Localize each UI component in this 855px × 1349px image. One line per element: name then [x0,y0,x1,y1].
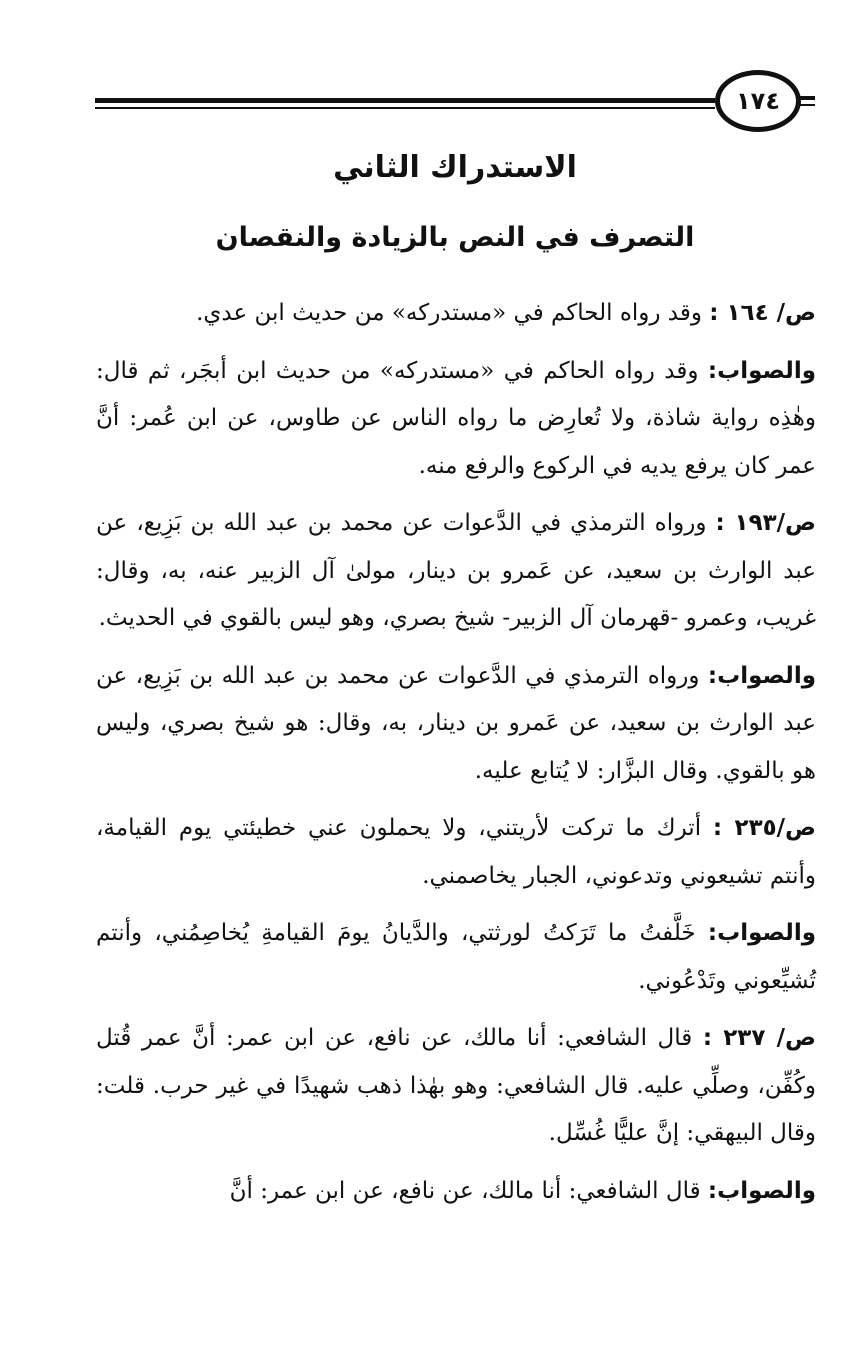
paragraph [96,805,816,900]
paragraph-text: قال الشافعي: أنا مالك، عن نافع، عن ابن عمر: أنَّ عمر قُتل وكُفِّن، وصلِّي عليه. قال الشافعي: وهو بهٰذا ذهب شهيدًا في غير حرب. قلت: وقال البيهقي: إنَّ عليًّا غُسِّل. [96,1025,816,1146]
paragraph-lead: والصواب: [707,357,816,384]
paragraph-lead: والصواب: [707,662,816,689]
header-rule-thin [95,107,715,109]
paragraph [96,348,816,491]
paragraph [96,290,816,338]
paragraph-lead: ص/١٩٣ : [715,510,816,536]
paragraph-text: قال الشافعي: أنا مالك، عن نافع، عن ابن عمر: أنَّ [229,1177,708,1204]
paragraph-text: أترك ما تركت لأريتني، ولا يحملون عني خطيئتي يوم القيامة، وأنتم تشيعوني وتدعوني، الجبار يخاصمني. [96,815,816,889]
paragraph-text: وقد رواه الحاكم في «مستدركه» من حديث ابن أبجَر، ثم قال: وهٰذِه رواية شاذة، ولا تُعارِض ما رواه الناس عن طاوس، عن ابن عُمر: أنَّ عمر كان يرفع يديه في الركوع والرفع منه. [96,357,816,479]
paragraph-text: خَلَّفتُ ما تَرَكتُ لورثتي، والدَّيانُ يومَ القيامةِ يُخاصِمُني، وأنتم تُشيِّعوني وتَدْعُوني. [96,920,816,994]
paragraph-lead: ص/٢٣٥ : [712,815,816,841]
paragraph [96,500,816,643]
paragraph-text: ورواه الترمذي في الدَّعوات عن محمد بن عبد الله بن بَزِيع، عن عبد الوارث بن سعيد، عن عَمرو بن دينار، به، وقال: هو شيخ بصري، وليس هو بالقوي. وقال البزَّار: لا يُتابع عليه. [96,662,816,784]
header-rule [95,98,715,103]
paragraph-text: وقد رواه الحاكم في «مستدركه» من حديث ابن عدي. [196,300,710,326]
section-subtitle: التصرف في النص بالزيادة والنقصان [215,222,695,253]
body-text [96,290,816,1225]
page-number: ١٧٤ [715,70,801,132]
paragraph [96,653,816,796]
paragraph-text: ورواه الترمذي في الدَّعوات عن محمد بن عبد الله بن بَزِيع، عن عبد الوارث بن سعيد، عن عَمرو بن دينار، مولىٰ آل الزبير عنه، به، وقال: غريب، وعمرو -قهرمان آل الزبير- شيخ بصري، وهو ليس بالقوي في الحديث. [96,510,816,631]
paragraph [96,1168,816,1216]
paragraph-lead: ص/ ١٦٤ : [709,300,816,326]
paragraph [96,910,816,1005]
page-header [95,70,815,136]
paragraph [96,1015,816,1158]
paragraph-lead: والصواب: [707,920,816,946]
section-title: الاستدراك الثاني [333,150,577,185]
paragraph-lead: والصواب: [707,1177,816,1204]
paragraph-lead: ص/ ٢٣٧ : [702,1025,816,1051]
